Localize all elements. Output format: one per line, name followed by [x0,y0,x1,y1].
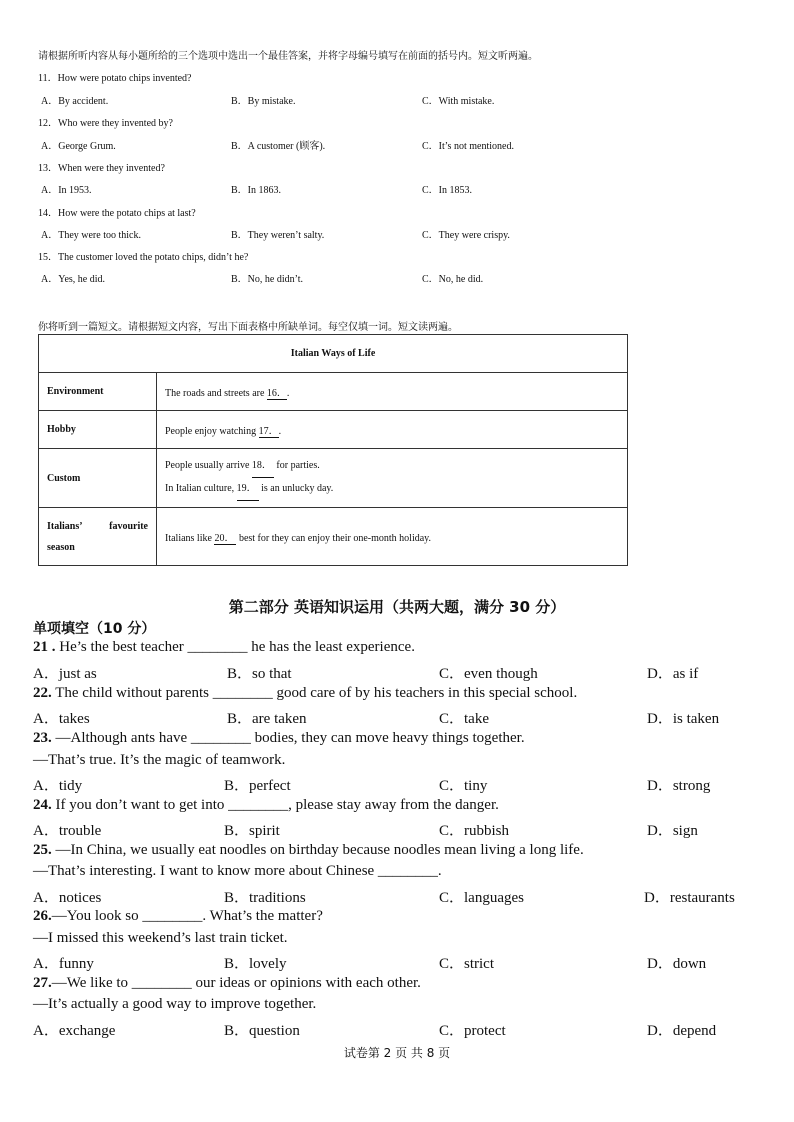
question-26: 26.—You look so ________. What’s the matter? [33,908,323,924]
option-21-c: C．even though [439,666,538,682]
italian-ways-table [38,334,628,566]
listening-instruction-1: 请根据所听内容从每小题所给的三个选项中选出一个最佳答案，并将字母编号填写在前面的括号内。短文听两遍。 [38,51,538,62]
row-content-hobby: People enjoy watching 17．. [157,411,628,449]
row-label-custom: Custom [39,449,157,508]
question-23-reply: —That’s true. It’s the magic of teamwork. [33,752,286,768]
option-11-b: B．By mistake. [231,96,296,107]
blank-16: 16． [267,384,287,400]
option-12-c: C．It’s not mentioned. [422,141,514,152]
question-12: 12．Who were they invented by? [38,118,173,129]
section-title: 单项填空（10 分） [33,621,156,637]
option-25-d: D．restaurants [644,890,735,906]
option-14-c: C．They were crispy. [422,230,510,241]
option-22-c: C．take [439,711,489,727]
row-label-environment: Environment [39,373,157,411]
question-23: 23. —Although ants have ________ bodies, they can move heavy things together. [33,730,525,746]
option-24-c: C．rubbish [439,823,510,839]
option-12-b: B．A customer (顾客). [231,141,326,152]
listening-instruction-2: 你将听到一篇短文。请根据短文内容，写出下面表格中所缺单词。每空仅填一词。短文读两遍。 [38,322,458,333]
row-label-hobby: Hobby [39,411,157,449]
row-content-season: Italians like 20． best for they can enjoy their one-month holiday. [157,508,628,566]
option-14-b: B．They weren’t salty. [231,230,325,241]
option-13-b: B．In 1863. [231,185,281,196]
blank-20: 20． [214,529,236,545]
option-25-a: A．notices [33,890,102,906]
question-13: 13．When were they invented? [38,163,165,174]
option-21-a: A．just as [33,666,97,682]
option-27-b: B．question [224,1023,300,1039]
option-23-b: B．perfect [224,778,291,794]
question-25: 25. —In China, we usually eat noodles on birthday because noodles mean living a long life. [33,842,584,858]
option-15-c: C．No, he did. [422,274,484,285]
page-footer: 试卷第 2 页 共 8 页 [343,1046,451,1060]
row-content-environment: The roads and streets are 16．. [157,373,628,411]
option-27-d: D．depend [647,1023,717,1039]
table-row [39,508,628,566]
table-row [39,411,628,449]
option-11-a: A．By accident. [41,96,109,107]
option-21-d: D．as if [647,666,699,682]
question-27: 27.—We like to ________ our ideas or opinions with each other. [33,975,421,991]
option-24-a: A．trouble [33,823,102,839]
question-22: 22. The child without parents ________ good care of by his teachers in this special school. [33,685,578,701]
row-label-season: Italians’ favourite season [39,508,157,566]
option-24-b: B．spirit [224,823,280,839]
option-22-d: D．is taken [647,711,720,727]
blank-18: 18． [252,455,274,478]
table-row [39,449,628,508]
table-title: Italian Ways of Life [39,335,628,373]
option-21-b: B．so that [227,666,292,682]
option-13-c: C．In 1853. [422,185,472,196]
option-22-b: B．are taken [227,711,307,727]
row-content-custom: People usually arrive 18． for parties. In Italian culture, 19． is an unlucky day. [157,449,628,508]
blank-19: 19． [237,478,259,501]
option-15-a: A．Yes, he did. [41,274,105,285]
option-14-a: A．They were too thick. [41,230,141,241]
option-27-c: C．protect [439,1023,506,1039]
blank-17: 17． [259,422,279,438]
part-two-heading: 第二部分 英语知识运用（共两大题，满分 30 分） [228,598,566,616]
question-14: 14．How were the potato chips at last? [38,208,196,219]
option-23-c: C．tiny [439,778,488,794]
option-11-c: C．With mistake. [422,96,495,107]
option-12-a: A．George Grum. [41,141,116,152]
question-24: 24. If you don’t want to get into ________, please stay away from the danger. [33,797,499,813]
option-26-b: B．lovely [224,956,287,972]
option-26-c: C．strict [439,956,494,972]
question-25-reply: —That’s interesting. I want to know more about Chinese ________. [33,863,442,879]
option-24-d: D．sign [647,823,698,839]
option-23-a: A．tidy [33,778,83,794]
option-26-d: D．down [647,956,707,972]
option-22-a: A．takes [33,711,90,727]
option-27-a: A．exchange [33,1023,116,1039]
question-26-reply: —I missed this weekend’s last train ticket. [33,930,288,946]
question-21: 21 . He’s the best teacher ________ he has the least experience. [33,639,415,655]
option-13-a: A．In 1953. [41,185,92,196]
question-15: 15．The customer loved the potato chips, didn’t he? [38,252,249,263]
table-row [39,373,628,411]
question-27-reply: —It’s actually a good way to improve together. [33,996,317,1012]
option-25-b: B．traditions [224,890,306,906]
option-25-c: C．languages [439,890,524,906]
option-15-b: B．No, he didn’t. [231,274,304,285]
option-23-d: D．strong [647,778,711,794]
question-11: 11．How were potato chips invented? [38,73,192,84]
option-26-a: A．funny [33,956,94,972]
